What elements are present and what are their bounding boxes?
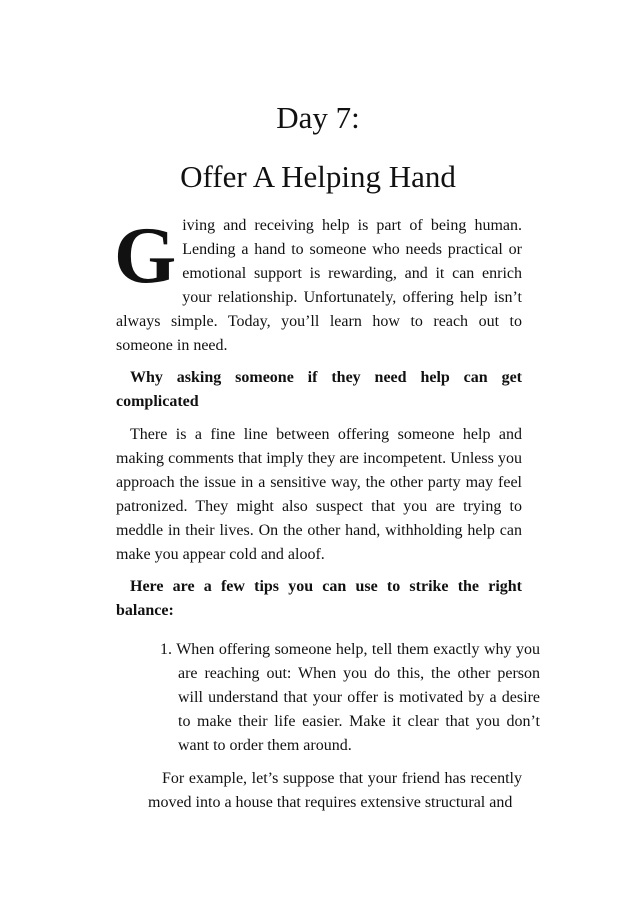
- intro-text: iving and receiving help is part of being human. Lending a hand to someone who needs practical or emotional support is rewarding, and it can enrich your relationship. Unfortunately, offering help isn’t always simple. Today, you’ll learn how to reach out to someone in need.: [116, 217, 522, 354]
- chapter-number: Day 7:: [276, 100, 360, 135]
- example-paragraph: For example, let’s suppose that your friend has recently moved into a house that requires extensive structural and: [148, 770, 522, 811]
- chapter-title: Offer A Helping Hand: [180, 159, 456, 194]
- list-item: [160, 638, 540, 758]
- body-paragraph: There is a fine line between offering someone help and making comments that imply they are incompetent. Unless you approach the issue in a sensitive way, the other party may feel patronized. They might also suspect that you are trying to meddle in their lives. On the other hand, withholding help can make you appear cold and aloof.: [116, 426, 522, 563]
- list-text: When offering someone help, tell them exactly why you are reaching out: When you do this, the other person will understand that your offer is motivated by a desire to make their life easier. Make it clear that you don’t want to order them around.: [176, 641, 540, 754]
- drop-cap: G: [114, 212, 177, 300]
- tips-heading: Here are a few tips you can use to strike the right balance:: [116, 578, 522, 619]
- list-number: 1.: [160, 641, 172, 658]
- section-heading: Why asking someone if they need help can get complicated: [116, 369, 522, 410]
- intro-paragraph: [116, 214, 522, 358]
